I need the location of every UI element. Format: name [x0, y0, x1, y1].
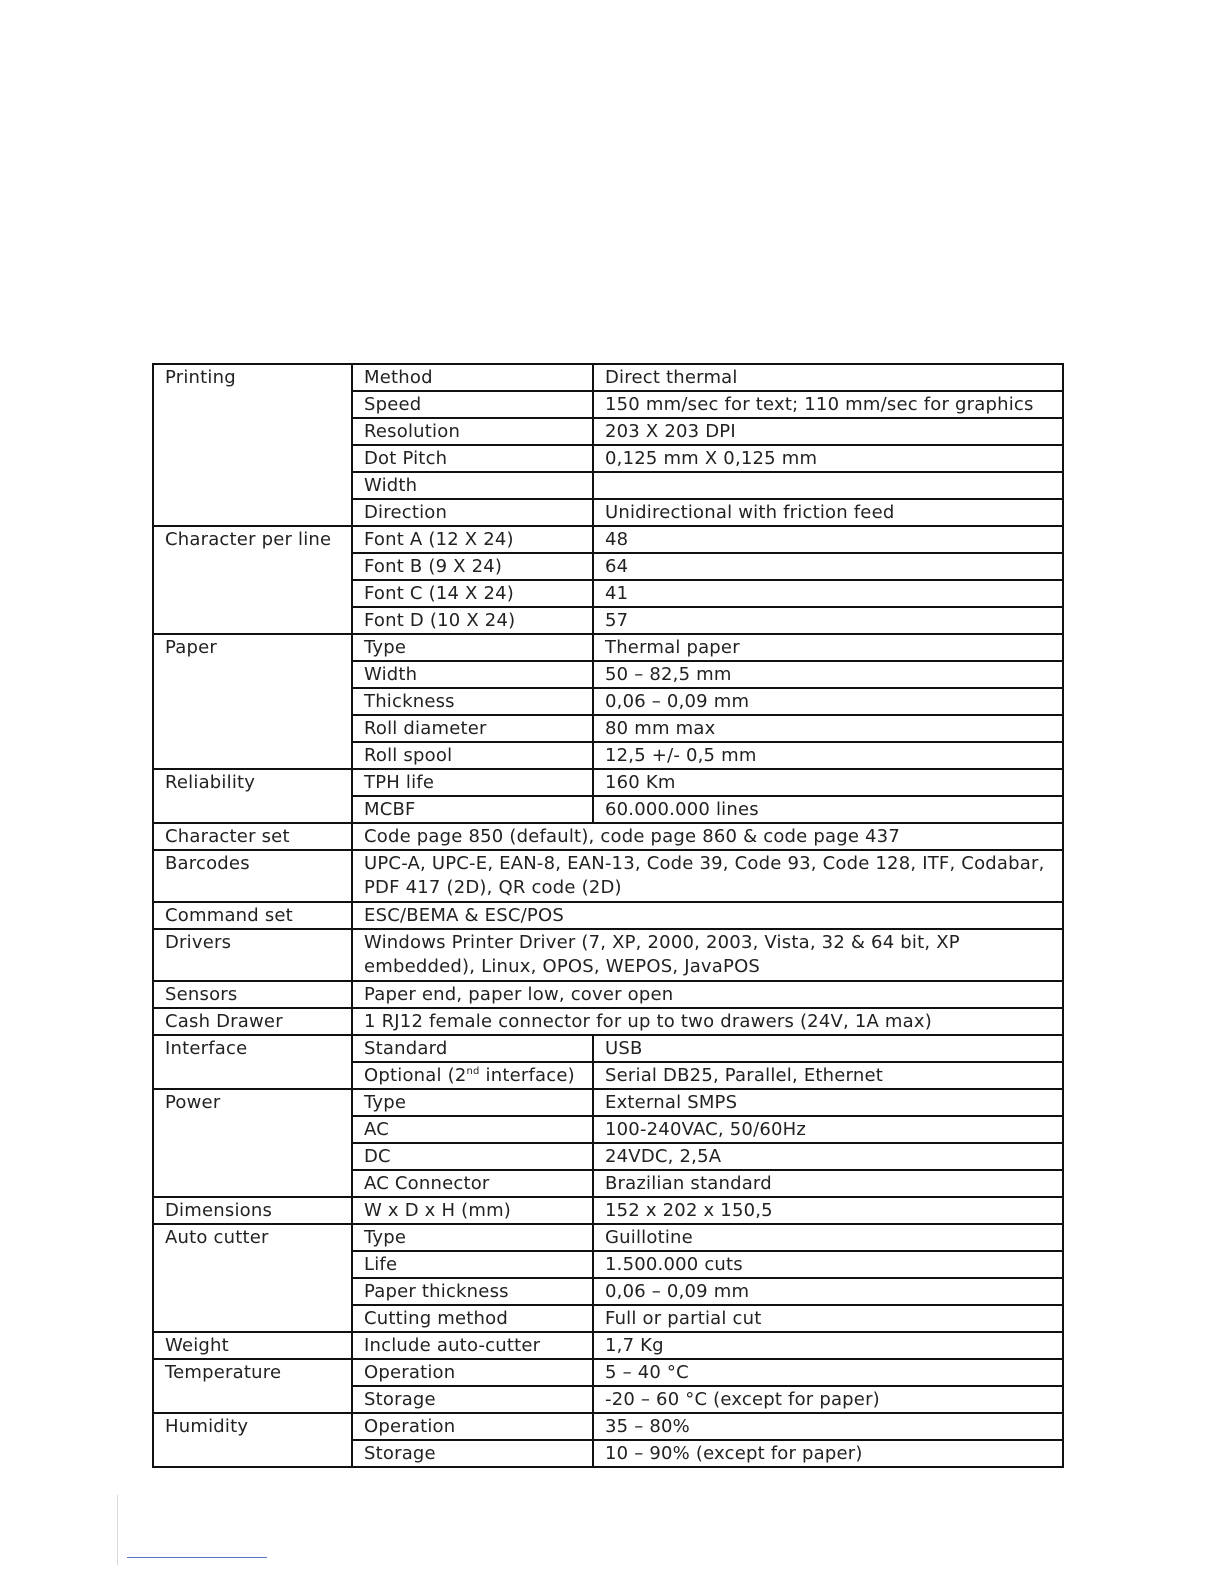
value-cell: 0,06 – 0,09 mm [593, 1278, 1063, 1305]
value-line: UPC-A, UPC-E, EAN-8, EAN-13, Code 39, Code 93, Code 128, ITF, Codabar, [364, 853, 1045, 874]
attribute-cell: Operation [352, 1413, 593, 1440]
attribute-cell: Operation [352, 1359, 593, 1386]
attribute-cell: Type [352, 1224, 593, 1251]
value-cell: 10 – 90% (except for paper) [593, 1440, 1063, 1467]
value-cell: 57 [593, 607, 1063, 634]
attribute-cell: Type [352, 1089, 593, 1116]
category-cell: Command set [153, 902, 352, 929]
table-row [153, 1413, 1063, 1440]
category-cell: Barcodes [153, 850, 352, 902]
attribute-cell: AC Connector [352, 1170, 593, 1197]
label-text: Optional (2 [364, 1065, 467, 1086]
category-cell: Character set [153, 823, 352, 850]
value-line: Windows Printer Driver (7, XP, 2000, 2003, Vista, 32 & 64 bit, XP [364, 932, 960, 953]
value-cell: 160 Km [593, 769, 1063, 796]
attribute-cell: Standard [352, 1035, 593, 1062]
category-cell: Paper [153, 634, 352, 769]
table-row [153, 902, 1063, 929]
attribute-cell: TPH life [352, 769, 593, 796]
table-row [153, 823, 1063, 850]
value-cell: Full or partial cut [593, 1305, 1063, 1332]
category-cell: Cash Drawer [153, 1008, 352, 1035]
value-line: embedded), Linux, OPOS, WEPOS, JavaPOS [364, 956, 761, 977]
table-row [153, 850, 1063, 902]
footnote-divider [127, 1557, 267, 1558]
value-cell: 50 – 82,5 mm [593, 661, 1063, 688]
value-cell: 150 mm/sec for text; 110 mm/sec for graphics [593, 391, 1063, 418]
value-cell: Serial DB25, Parallel, Ethernet [593, 1062, 1063, 1089]
value-cell: 5 – 40 °C [593, 1359, 1063, 1386]
category-cell: Auto cutter [153, 1224, 352, 1332]
attribute-cell: Roll spool [352, 742, 593, 769]
value-cell: 12,5 +/- 0,5 mm [593, 742, 1063, 769]
table-row [153, 526, 1063, 553]
attribute-cell: Type [352, 634, 593, 661]
value-cell: -20 – 60 °C (except for paper) [593, 1386, 1063, 1413]
attribute-cell: Storage [352, 1386, 593, 1413]
value-cell: Code page 850 (default), code page 860 & code page 437 [352, 823, 1063, 850]
attribute-cell: Thickness [352, 688, 593, 715]
label-text: interface) [479, 1065, 575, 1086]
value-cell: 48 [593, 526, 1063, 553]
attribute-cell: Paper thickness [352, 1278, 593, 1305]
attribute-cell: Roll diameter [352, 715, 593, 742]
table-row [153, 1089, 1063, 1116]
table-row [153, 1197, 1063, 1224]
value-cell: 64 [593, 553, 1063, 580]
attribute-cell: Include auto-cutter [352, 1332, 593, 1359]
category-cell: Sensors [153, 981, 352, 1008]
value-cell: USB [593, 1035, 1063, 1062]
label-superscript: nd [466, 1066, 480, 1077]
category-cell: Interface [153, 1035, 352, 1089]
attribute-cell: Font A (12 X 24) [352, 526, 593, 553]
attribute-cell: Speed [352, 391, 593, 418]
attribute-cell: AC [352, 1116, 593, 1143]
value-cell [352, 850, 1063, 902]
attribute-cell: Direction [352, 499, 593, 526]
table-row [153, 1035, 1063, 1062]
value-cell: ESC/BEMA & ESC/POS [352, 902, 1063, 929]
table-row [153, 929, 1063, 981]
attribute-cell: Font C (14 X 24) [352, 580, 593, 607]
value-cell: 100-240VAC, 50/60Hz [593, 1116, 1063, 1143]
value-cell: 203 X 203 DPI [593, 418, 1063, 445]
value-cell: Guillotine [593, 1224, 1063, 1251]
value-cell [352, 929, 1063, 981]
attribute-cell: MCBF [352, 796, 593, 823]
table-row [153, 981, 1063, 1008]
attribute-cell [352, 1062, 593, 1089]
category-cell: Weight [153, 1332, 352, 1359]
value-cell: 1,7 Kg [593, 1332, 1063, 1359]
value-line: PDF 417 (2D), QR code (2D) [364, 877, 622, 898]
table-row [153, 364, 1063, 391]
value-cell: 60.000.000 lines [593, 796, 1063, 823]
value-cell: Unidirectional with friction feed [593, 499, 1063, 526]
table-row [153, 634, 1063, 661]
attribute-cell: Font D (10 X 24) [352, 607, 593, 634]
attribute-cell: Storage [352, 1440, 593, 1467]
value-cell: 1 RJ12 female connector for up to two drawers (24V, 1A max) [352, 1008, 1063, 1035]
attribute-cell: Dot Pitch [352, 445, 593, 472]
spec-table [152, 363, 1064, 1468]
value-cell [593, 472, 1063, 499]
value-cell: 41 [593, 580, 1063, 607]
table-row [153, 1008, 1063, 1035]
attribute-cell: Life [352, 1251, 593, 1278]
value-cell: External SMPS [593, 1089, 1063, 1116]
table-row [153, 1332, 1063, 1359]
value-cell: Thermal paper [593, 634, 1063, 661]
margin-divider [117, 1495, 118, 1565]
table-row [153, 769, 1063, 796]
value-cell: 152 x 202 x 150,5 [593, 1197, 1063, 1224]
value-cell: 80 mm max [593, 715, 1063, 742]
category-cell: Dimensions [153, 1197, 352, 1224]
attribute-cell: W x D x H (mm) [352, 1197, 593, 1224]
attribute-cell: Resolution [352, 418, 593, 445]
value-cell: Paper end, paper low, cover open [352, 981, 1063, 1008]
category-cell: Power [153, 1089, 352, 1197]
category-cell: Reliability [153, 769, 352, 823]
value-cell: 24VDC, 2,5A [593, 1143, 1063, 1170]
value-cell: Direct thermal [593, 364, 1063, 391]
attribute-cell: Width [352, 661, 593, 688]
attribute-cell: Width [352, 472, 593, 499]
table-row [153, 1359, 1063, 1386]
value-cell: 1.500.000 cuts [593, 1251, 1063, 1278]
attribute-cell: Font B (9 X 24) [352, 553, 593, 580]
value-cell: Brazilian standard [593, 1170, 1063, 1197]
attribute-cell: Cutting method [352, 1305, 593, 1332]
value-cell: 0,06 – 0,09 mm [593, 688, 1063, 715]
category-cell: Temperature [153, 1359, 352, 1413]
category-cell: Humidity [153, 1413, 352, 1467]
table-row [153, 1224, 1063, 1251]
category-cell: Drivers [153, 929, 352, 981]
category-cell: Printing [153, 364, 352, 526]
attribute-cell: Method [352, 364, 593, 391]
value-cell: 0,125 mm X 0,125 mm [593, 445, 1063, 472]
attribute-cell: DC [352, 1143, 593, 1170]
category-cell: Character per line [153, 526, 352, 634]
value-cell: 35 – 80% [593, 1413, 1063, 1440]
